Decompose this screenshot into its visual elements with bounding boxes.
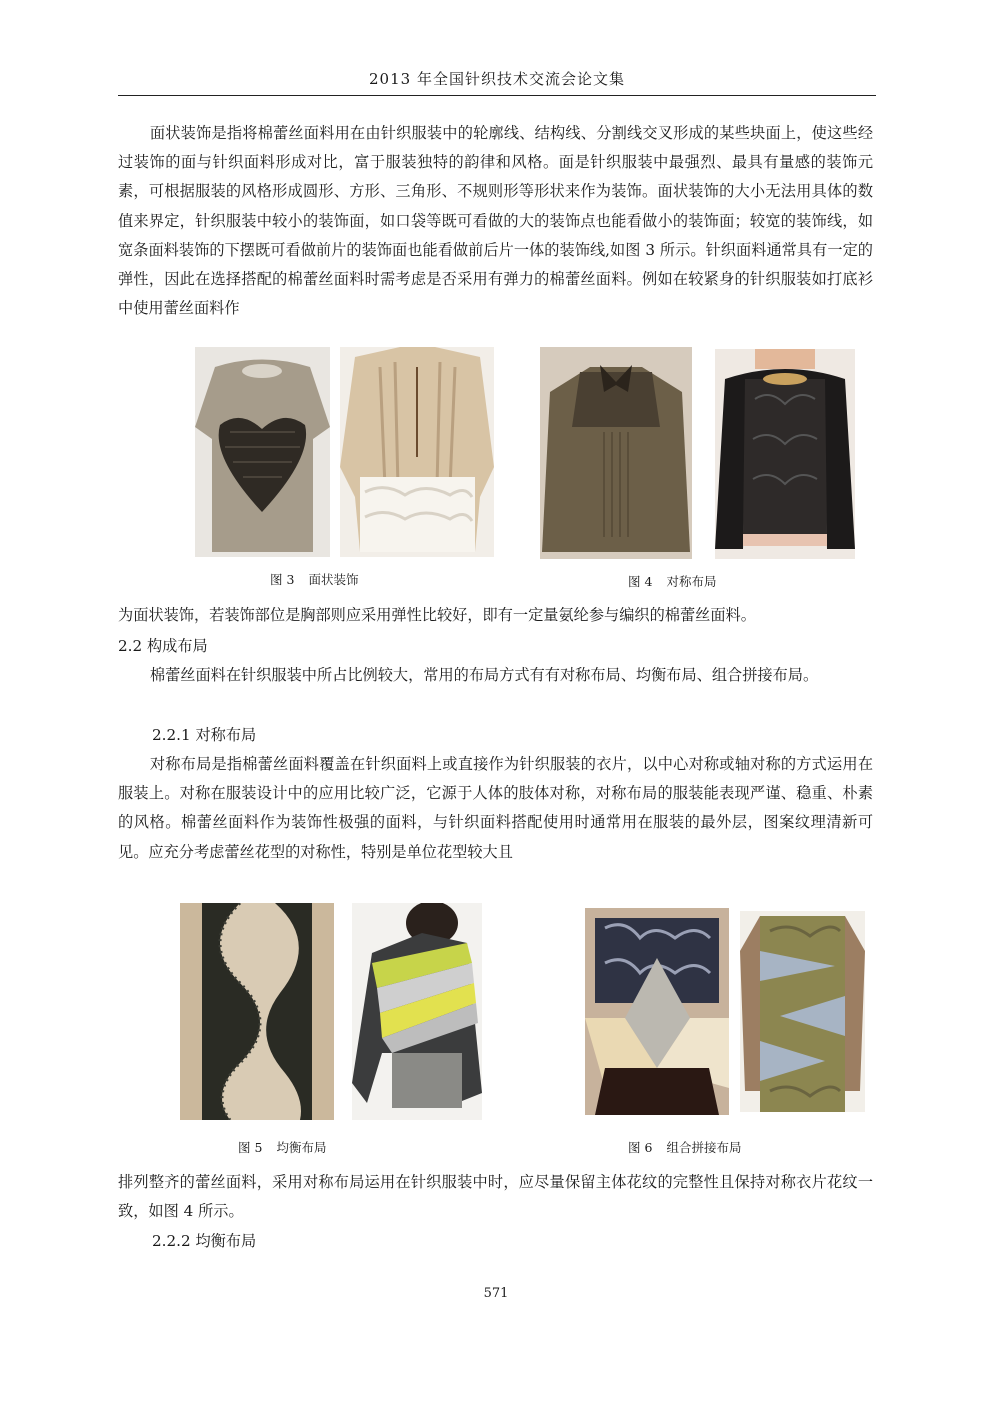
- paragraph-layout-intro: 棉蕾丝面料在针织服装中所占比例较大，常用的布局方式有有对称布局、均衡布局、组合拼接布局。: [149, 666, 819, 684]
- figure-6-title: 组合拼接布局: [666, 1140, 742, 1155]
- figure-6-caption: [628, 1140, 741, 1156]
- section-heading-2-2-2: 2.2.2 均衡布局: [152, 1232, 257, 1250]
- figure-6-number: 图 6: [628, 1140, 653, 1155]
- paragraph-symmetric-layout: 对称布局是指棉蕾丝面料覆盖在针织面料上或直接作为针织服装的衣片，以中心对称或轴对称的方式运用在服装上。对称在服装设计中的应用比较广泛，它源于人体的肢体对称，对称布局的服装能表现严谨、稳重、朴素的风格。棉蕾丝面料作为装饰性极强的面料，与针织面料搭配使用时通常用在服装的最外层，图案纹理清新可见。应充分考虑蕾丝花型的对称性，特别是单位花型较大且: [118, 755, 873, 861]
- running-header: 2013 年全国针织技术交流会论文集: [369, 70, 625, 88]
- page-number: 571: [483, 1286, 509, 1301]
- figure-4-photo-black-lace-top: [715, 349, 855, 559]
- figure-3-caption: [270, 572, 358, 588]
- figure-3-photo-lace-hem-cardigan: [340, 347, 494, 557]
- figure-4-title: 对称布局: [666, 574, 717, 589]
- figure-6-photo-triangle-patch-cardigan: [740, 911, 865, 1112]
- paragraph-surface-decoration: 面状装饰是指将棉蕾丝面料用在由针织服装中的轮廓线、结构线、分割线交叉形成的某些块面上，使这些经过装饰的面与针织面料形成对比，富于服装独特的韵律和风格。面是针织服装中最强烈、最具有量感的装饰元素，可根据服装的风格形成圆形、方形、三角形、不规则形等形状来作为装饰。面状装饰的大小无法用具体的数值来界定，针织服装中较小的装饰面，如口袋等既可看做的大的装饰点也能看做小的装饰面；较宽的装饰线，如宽条面料装饰的下摆既可看做前片的装饰面也能看做前后片一体的装饰线,如图 3 所示。针织面料通常具有一定的弹性，因此在选择搭配的棉蕾丝面料时需考虑是否采用有弹力的棉蕾丝面料。例如在较紧身的针织服装如打底衫中使用蕾丝面料作: [118, 124, 873, 318]
- section-heading-2-2-1: 2.2.1 对称布局: [152, 726, 257, 744]
- figure-5-photo-wave-lace-dress: [180, 903, 334, 1120]
- figure-3-title: 面状装饰: [308, 572, 359, 587]
- figure-6-photo-patchwork-blouse: [585, 908, 729, 1115]
- section-heading-2-2: 2.2 构成布局: [118, 637, 208, 655]
- figure-3-number: 图 3: [270, 572, 295, 587]
- figure-4-caption: [628, 574, 716, 590]
- figure-5-caption: [238, 1140, 326, 1156]
- figure-5-title: 均衡布局: [276, 1140, 327, 1155]
- paragraph-symmetric-continuation: 排列整齐的蕾丝面料，采用对称布局运用在针织服装中时，应尽量保留主体花纹的完整性且保持对称衣片花纹一致，如图 4 所示。: [118, 1173, 873, 1221]
- paragraph-continuation: 为面状装饰，若装饰部位是胸部则应采用弹性比较好，即有一定量氨纶参与编织的棉蕾丝面料。: [118, 606, 756, 624]
- header-rule: [118, 95, 876, 96]
- figure-3-photo-heart-lace-sweater: [195, 347, 330, 557]
- figure-4-number: 图 4: [628, 574, 653, 589]
- figure-5-number: 图 5: [238, 1140, 263, 1155]
- figure-4-photo-bow-collar-knit: [540, 347, 692, 559]
- figure-5-photo-diagonal-stripe-sweater: [352, 903, 482, 1120]
